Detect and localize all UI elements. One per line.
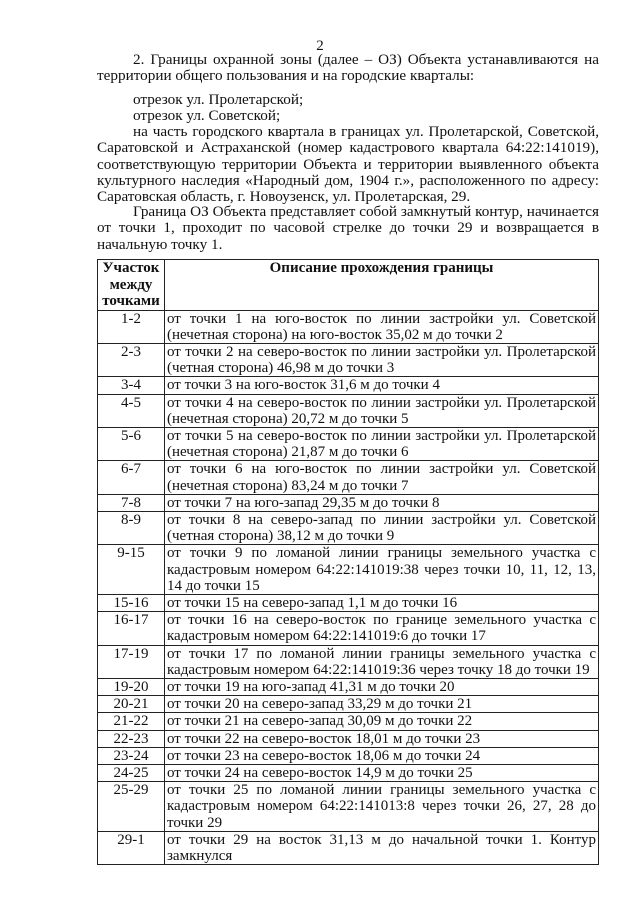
segment-cell: 21-22 [98,713,165,730]
table-header-row [98,260,599,311]
table-row [98,394,599,427]
table-row [98,343,599,376]
segment-cell: 23-24 [98,747,165,764]
segment-cell: 4-5 [98,394,165,427]
table-row [98,747,599,764]
segment-cell: 24-25 [98,764,165,781]
segment-cell: 16-17 [98,612,165,645]
page-number: 2 [316,38,324,54]
segment-cell: 3-4 [98,377,165,394]
paragraph-contour-description: Граница ОЗ Объекта представляет собой замкнутый контур, начинается от точки 1, проходит по часовой стрелке до точки 29 и возвращается в начальную точку 1. [97,203,599,253]
description-cell: от точки 1 на юго-восток по линии застройки ул. Советской (нечетная сторона) на юго-восток 35,02 м до точки 2 [165,310,599,343]
table-row [98,511,599,544]
table-row [98,594,599,611]
table-row [98,545,599,595]
paragraph-quarter-part: на часть городского квартала в границах ул. Пролетарской, Советской, Саратовской и Астраханской (номер кадастрового квартала 64:22:141019), соответствующую территории Объекта и территории выявленного объекта культурного наследия «Народный дом, 1904 г.», расположенного по адресу: Саратовская область, г. Новоузенск, ул. Пролетарская, 29. [97,123,599,206]
table-row [98,696,599,713]
table-row [98,494,599,511]
header-description: Описание прохождения границы [165,260,599,311]
description-cell: от точки 7 на юго-запад 29,35 м до точки 8 [165,494,599,511]
paragraph-proletarskaya-segment: отрезок ул. Пролетарской; [133,91,304,108]
segment-cell: 29-1 [98,831,165,864]
segment-cell: 2-3 [98,343,165,376]
description-cell: от точки 4 на северо-восток по линии застройки ул. Пролетарской (нечетная сторона) 20,72 м до точки 5 [165,394,599,427]
segment-cell: 8-9 [98,511,165,544]
segment-cell: 1-2 [98,310,165,343]
segment-cell: 19-20 [98,678,165,695]
paragraph-sovetskaya-segment: отрезок ул. Советской; [133,107,281,124]
description-cell: от точки 17 по ломаной линии границы земельного участка с кадастровым номером 64:22:141019:36 через точку 18 до точки 19 [165,645,599,678]
segment-cell: 20-21 [98,696,165,713]
table-row [98,678,599,695]
description-cell: от точки 8 на северо-запад по линии застройки ул. Советской (четная сторона) 38,12 м до точки 9 [165,511,599,544]
description-cell: от точки 23 на северо-восток 18,06 м до точки 24 [165,747,599,764]
description-cell: от точки 25 по ломаной линии границы земельного участка с кадастровым номером 64:22:141013:8 через точки 26, 27, 28 до точки 29 [165,782,599,832]
table-row [98,645,599,678]
header-segment: Участок между точками [98,260,165,311]
table-row [98,764,599,781]
table-row [98,377,599,394]
description-cell: от точки 2 на северо-восток по линии застройки ул. Пролетарской (четная сторона) 46,98 м до точки 3 [165,343,599,376]
table-row [98,831,599,864]
table-row [98,461,599,494]
segment-cell: 5-6 [98,427,165,460]
description-cell: от точки 19 на юго-запад 41,31 м до точки 20 [165,678,599,695]
segment-cell: 17-19 [98,645,165,678]
table-row [98,612,599,645]
segment-cell: 22-23 [98,730,165,747]
segment-cell: 25-29 [98,782,165,832]
paragraph-oz-boundaries: 2. Границы охранной зоны (далее – ОЗ) Объекта устанавливаются на территории общего пользования и на городские кварталы: [97,51,599,85]
boundary-table [97,259,599,865]
table-row [98,730,599,747]
description-cell: от точки 22 на северо-восток 18,01 м до точки 23 [165,730,599,747]
table-row [98,782,599,832]
description-cell: от точки 3 на юго-восток 31,6 м до точки 4 [165,377,599,394]
table-row [98,427,599,460]
segment-cell: 6-7 [98,461,165,494]
segment-cell: 7-8 [98,494,165,511]
description-cell: от точки 21 на северо-запад 30,09 м до точки 22 [165,713,599,730]
segment-cell: 9-15 [98,545,165,595]
description-cell: от точки 9 по ломаной линии границы земельного участка с кадастровым номером 64:22:141019:38 через точки 10, 11, 12, 13, 14 до точки 15 [165,545,599,595]
description-cell: от точки 6 на юго-восток по линии застройки ул. Советской (нечетная сторона) 83,24 м до точки 7 [165,461,599,494]
description-cell: от точки 5 на северо-восток по линии застройки ул. Пролетарской (нечетная сторона) 21,87 м до точки 6 [165,427,599,460]
description-cell: от точки 16 на северо-восток по границе земельного участка с кадастровым номером 64:22:141019:6 до точки 17 [165,612,599,645]
table-row [98,713,599,730]
segment-cell: 15-16 [98,594,165,611]
description-cell: от точки 29 на восток 31,13 м до начальной точки 1. Контур замкнулся [165,831,599,864]
description-cell: от точки 15 на северо-запад 1,1 м до точки 16 [165,594,599,611]
description-cell: от точки 24 на северо-восток 14,9 м до точки 25 [165,764,599,781]
table-row [98,310,599,343]
description-cell: от точки 20 на северо-запад 33,29 м до точки 21 [165,696,599,713]
